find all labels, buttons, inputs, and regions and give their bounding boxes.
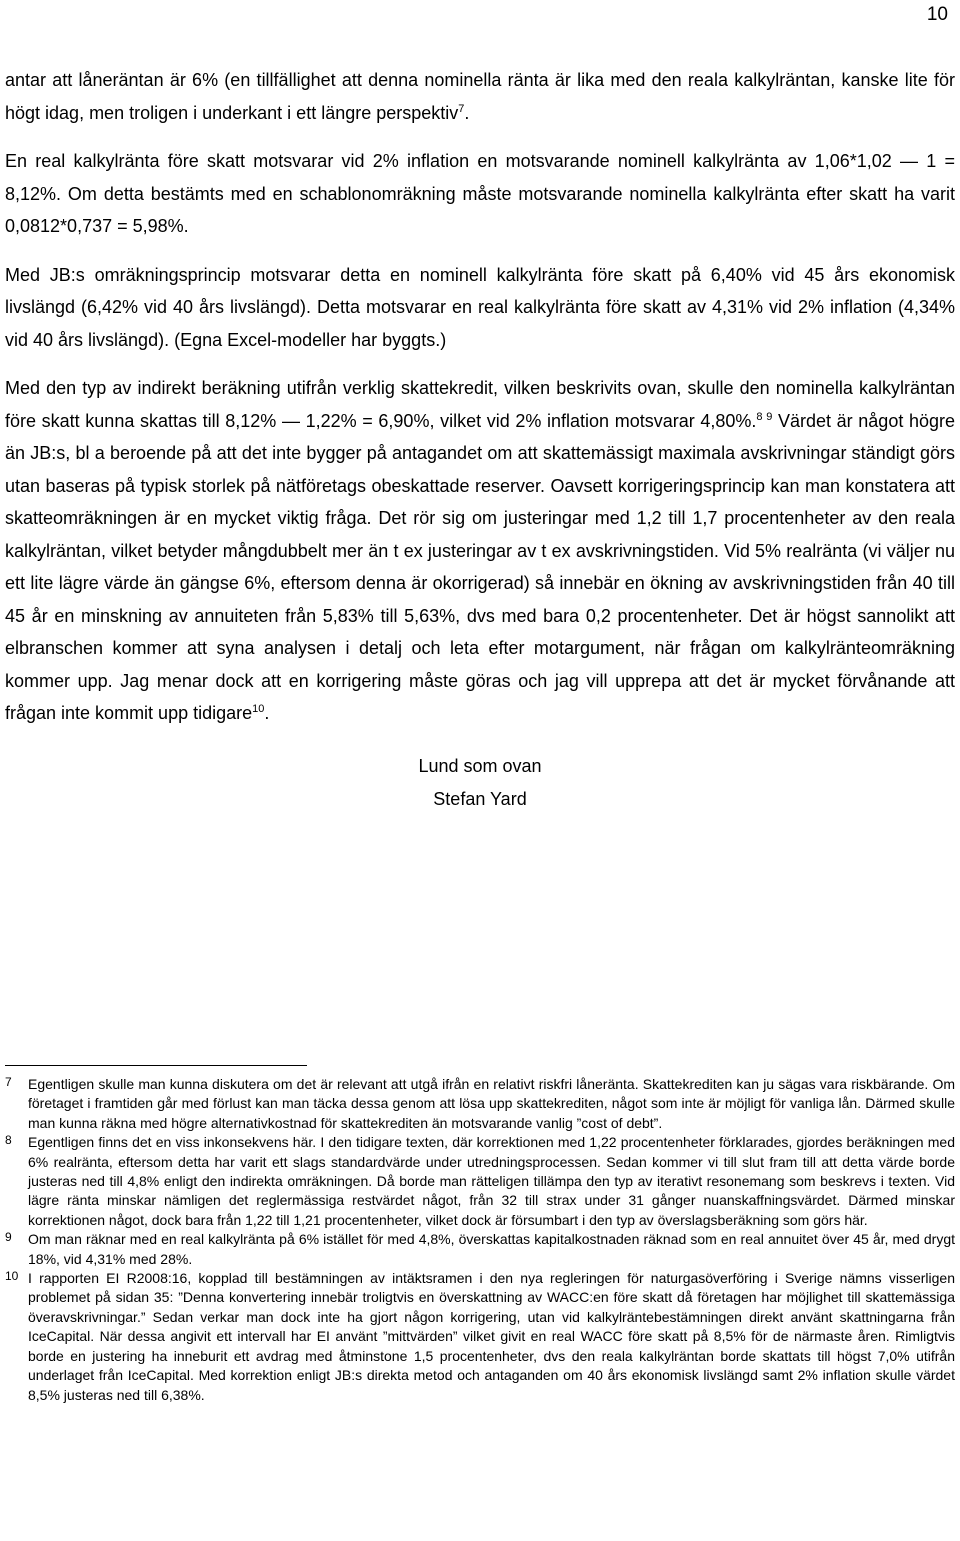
footnote-separator [5,1065,307,1066]
paragraph-tail: . [464,102,470,123]
footnote-number: 8 [5,1133,12,1148]
paragraph-3 [5,259,955,357]
footnote-text: I rapporten EI R2008:16, kopplad till bestämningen av intäktsramen i den nya regleringen för naturgasöverföring i Sverige nämns visserligen problemet på sidan 35: ”Denna konvertering innebär troligtvis en överskattning av WACC:en före skatt då företagen har möjlighet till skattemässiga överavskrivningar.” Sedan verkar man dock inte ha gjort någon korrigering, utan vid kalkylräntebestämningen direkt använt skattningarna från IceCapital. När dessa angivit ett intervall har EI använt ”mittvärden” vilket givit en real WACC före skatt på 8,5% för de närmaste åren. Rimligtvis borde en justering ha inneburit ett avdrag med åtminstone 1,5 procentenheter, dvs den reala kalkylräntan borde skattats till högst 7,0% utifrån underlaget från IceCapital. Med korrektion enligt JB:s direkta metod och antaganden om 40 års ekonomisk livslängd samt 2% inflation skulle värdet 8,5% justeras ned till 6,38%. [28,1270,955,1403]
footnote-ref[interactable]: 10 [252,703,265,715]
paragraph-tail: Värdet är något högre än JB:s, bl a beroende på att det inte bygger på antagandet om att skattemässigt maximala avskrivningar ständigt görs utan baseras på typisk storlek på nätföretags obeskattade reserver. Oavsett korrigeringsprincip kan man konstatera att skatteomräkningen är en mycket viktig fråga. Det rör sig om justeringar med 1,2 till 1,7 procentenheter av den reala kalkylräntan, vilket betyder mångdubbelt mer än t ex justeringar av t ex avskrivningstiden. Vid 5% realränta (vi väljer nu ett lite lägre värde än gängse 6%, eftersom denna är okorrigerad) så innebär en ökning av avskrivningstiden från 40 till 45 år en minskning av annuiteten från 5,83% till 5,63%, dvs med bara 0,2 procentenheter. Det är högst sannolikt att elbranschen kommer att syna analysen i detalj och leta efter motargument, när frågan om kalkylränteomräkning kommer upp. Jag menar dock att en korrigering måste göras och jag vill upprepa att det är mycket förvånande att frågan inte kommit upp tidigare [5,410,956,723]
paragraph-4 [5,372,955,730]
footnote-number: 7 [5,1075,12,1089]
footnote-number: 9 [5,1230,12,1245]
footnote-9 [5,1230,955,1269]
page-number: 10 [926,4,948,25]
footnote-text: Egentligen skulle man kunna diskutera om det är relevant att utgå ifrån en relativt riskfri låneränta. Skattekrediten kan ju sägas vara riskbärande. Om företaget i framtiden går med förlust kan man täcka dessa genom att lösa upp skattekrediten, något som inte är möjligt för vanliga lån. Därmed skulle man kunna räkna med högre alternativkostnad för skattekrediten än motsvarande vanlig ”cost of debt”. [28,1076,955,1131]
footnotes [5,1075,955,1405]
footnote-text: Egentligen finns det en viss inkonsekvens här. I den tidigare texten, där korrektionen med 1,22 procentenheter förklarades, gjordes beräkningen med 6% realränta, eftersom detta har varit ett slags standardvärde under utredningsprocessen. Sedan kommer vi till slut fram till att detta värde borde justeras ned till 4,8% enligt den indirekta omräkningen. Då borde man rätteligen tillämpa den typ av iterativt resonemang som beskrevs i texten. Vid lägre ränta minskar nämligen det reglermässiga restvärdet något, från 32 till strax under 31 gånger nuanskaffningsvärdet. Därmed minskar korrektionen något, dock bara från 1,22 till 1,21 procentenheter, vilket dock är försumbart i den typ av överslagsberäkning som görs här. [28,1134,955,1228]
footnote-10 [5,1269,955,1405]
paragraph-text: En real kalkylränta före skatt motsvarar vid 2% inflation en motsvarande nominell kalkylränta av 1,06*1,02 — 1 = 8,12%. Om detta bestämts med en schablonomräkning måste motsvarande nominella kalkylränta efter skatt ha varit 0,0812*0,737 = 5,98%. [5,151,955,236]
signature-name: Stefan Yard [433,788,527,809]
paragraph-1 [5,64,955,129]
paragraph-text: Med JB:s omräkningsprincip motsvarar detta en nominell kalkylränta före skatt på 6,40% vid 45 års ekonomisk livslängd (6,42% vid 40 års livslängd). Detta motsvarar en real kalkylränta före skatt av 4,31% vid 2% inflation (4,34% vid 40 års livslängd). (Egna Excel-modeller har byggts.) [5,264,955,350]
footnote-ref[interactable]: 7 [458,102,465,115]
paragraph-end: . [264,703,270,723]
paragraph-2 [5,145,955,243]
paragraph-text: Med den typ av indirekt beräkning utifrån verklig skattekredit, vilken beskrivits ovan, skulle den nominella kalkylräntan före skatt kunna skattas till 8,12% — 1,22% = 6,90%, vilket vid 2% inflation motsvarar 4,80%. [5,378,955,431]
footnote-ref[interactable]: 8 9 [756,410,773,423]
document-body [5,64,955,816]
footnote-number: 10 [5,1269,19,1284]
signature-block [5,750,955,816]
paragraph-text: antar att låneräntan är 6% (en tillfällighet att denna nominella ränta är lika med den reala kalkylräntan, kanske lite för högt idag, men troligen i underkant i ett längre perspektiv [5,70,955,123]
footnote-text: Om man räknar med en real kalkylränta på 6% istället för med 4,8%, överskattas kapitalkostnaden räknad som en real annuitet över 45 år, med drygt 18%, vid 4,31% med 28%. [28,1231,955,1267]
footnote-7 [5,1075,955,1133]
closing-place: Lund som ovan [418,755,542,776]
footnote-8 [5,1133,955,1230]
